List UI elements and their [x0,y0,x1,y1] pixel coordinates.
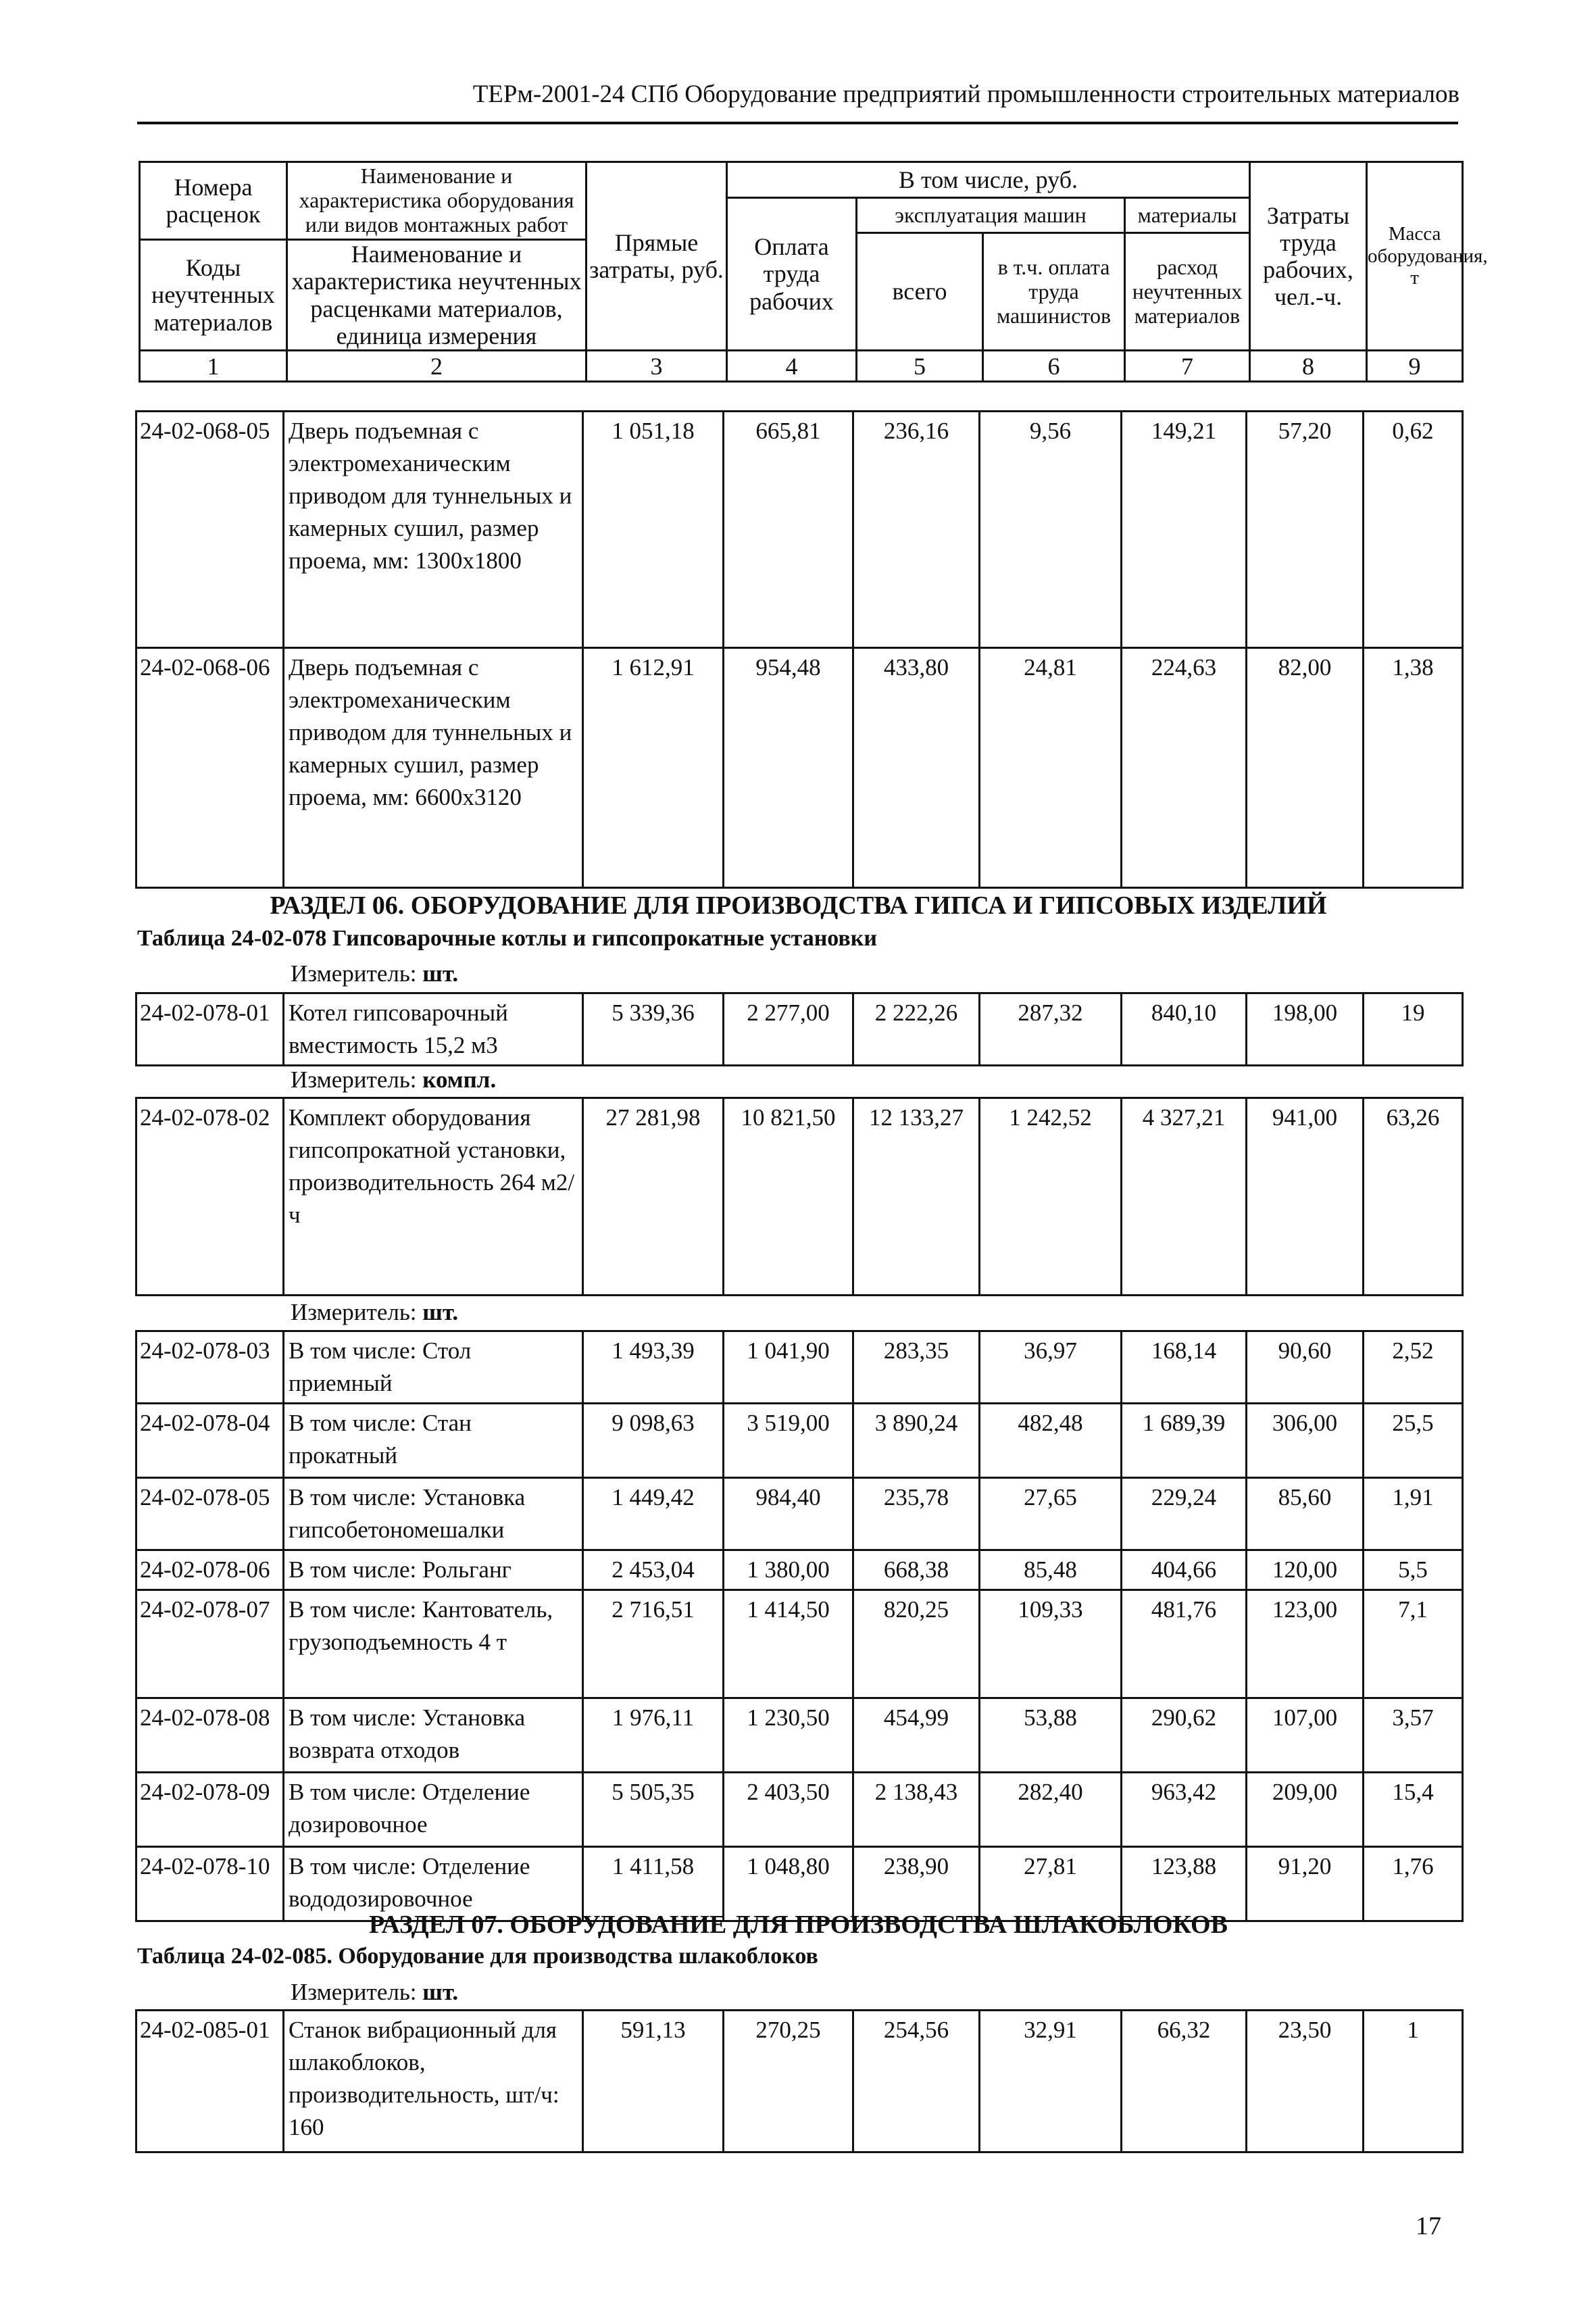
header-colnum: 8 [1250,351,1367,382]
table-row [136,1478,1463,1550]
equipment-mass: 25,5 [1364,1404,1463,1478]
section-07-title: РАЗДЕЛ 07. ОБОРУДОВАНИЕ ДЛЯ ПРОИЗВОДСТВА ШЛАКОБЛОКОВ [369,1911,1228,1939]
operator-wages: 282,40 [980,1773,1122,1847]
labor-hours: 120,00 [1247,1550,1364,1590]
section-06-title: РАЗДЕЛ 06. ОБОРУДОВАНИЕ ДЛЯ ПРОИЗВОДСТВА ГИПСА И ГИПСОВЫХ ИЗДЕЛИЙ [270,891,1327,920]
equipment-name: В том числе: Установка возврата отходов [284,1698,583,1773]
direct-costs: 1 976,11 [583,1698,724,1773]
header-colnum: 9 [1367,351,1463,382]
labor-hours: 209,00 [1247,1773,1364,1847]
equipment-name: В том числе: Отделение вододозировочное [284,1847,583,1921]
equipment-mass: 1,76 [1364,1847,1463,1921]
header-equipment-mass: Масса оборудования, т [1367,162,1463,351]
machine-operation: 3 890,24 [853,1404,980,1478]
rate-code: 24-02-078-08 [136,1698,284,1773]
worker-wages: 954,48 [724,648,853,888]
header-materials: материалы [1125,198,1250,233]
operator-wages: 53,88 [980,1698,1122,1773]
operator-wages: 24,81 [980,648,1122,888]
materials-cost: 229,24 [1122,1478,1247,1550]
equipment-mass: 19 [1364,993,1463,1066]
rate-code: 24-02-078-02 [136,1098,284,1296]
worker-wages: 1 230,50 [724,1698,853,1773]
measure-prefix: Измеритель: [291,960,417,987]
equipment-mass: 15,4 [1364,1773,1463,1847]
rates-table-boiler [135,992,1464,1066]
materials-cost: 123,88 [1122,1847,1247,1921]
labor-hours: 107,00 [1247,1698,1364,1773]
table-title-24-02-078: Таблица 24-02-078 Гипсоварочные котлы и гипсопрокатные установки [137,926,877,951]
table-row [136,1404,1463,1478]
header-rule [137,122,1458,124]
measure-prefix: Измеритель: [291,1979,417,2005]
direct-costs: 1 051,18 [583,412,724,648]
table-title-24-02-085: Таблица 24-02-085. Оборудование для производства шлакоблоков [137,1944,818,1969]
rates-table-plant [135,1097,1464,1296]
labor-hours: 23,50 [1247,2011,1364,2152]
rate-code: 24-02-068-05 [136,412,284,648]
header-rate-numbers: Номера расценок [140,162,287,240]
measure-prefix: Измеритель: [291,1299,417,1325]
materials-cost: 840,10 [1122,993,1247,1066]
labor-hours: 85,60 [1247,1478,1364,1550]
machine-operation: 238,90 [853,1847,980,1921]
operator-wages: 109,33 [980,1590,1122,1698]
rate-code: 24-02-078-06 [136,1550,284,1590]
machine-operation: 433,80 [853,648,980,888]
equipment-name: В том числе: Рольганг [284,1550,583,1590]
worker-wages: 1 380,00 [724,1550,853,1590]
worker-wages: 3 519,00 [724,1404,853,1478]
table-row [136,1098,1463,1296]
equipment-mass: 0,62 [1364,412,1463,648]
labor-hours: 198,00 [1247,993,1364,1066]
equipment-mass: 5,5 [1364,1550,1463,1590]
worker-wages: 984,40 [724,1478,853,1550]
labor-hours: 941,00 [1247,1098,1364,1296]
direct-costs: 9 098,63 [583,1404,724,1478]
worker-wages: 665,81 [724,412,853,648]
rate-code: 24-02-078-03 [136,1331,284,1404]
equipment-mass: 7,1 [1364,1590,1463,1698]
column-header-table [139,161,1488,383]
direct-costs: 2 716,51 [583,1590,724,1698]
operator-wages: 85,48 [980,1550,1122,1590]
header-labor-hours: Затраты труда рабочих, чел.-ч. [1250,162,1367,351]
worker-wages: 2 277,00 [724,993,853,1066]
table-row [136,412,1463,648]
header-including-rub: В том числе, руб. [727,162,1250,198]
materials-cost: 963,42 [1122,1773,1247,1847]
equipment-name: В том числе: Отделение дозировочное [284,1773,583,1847]
equipment-name: Комплект оборудования гипсопрокатной установки, производительность 264 м2/ч [284,1098,583,1296]
labor-hours: 306,00 [1247,1404,1364,1478]
worker-wages: 1 048,80 [724,1847,853,1921]
equipment-name: В том числе: Кантователь, грузоподъемность 4 т [284,1590,583,1698]
equipment-name: В том числе: Стол приемный [284,1331,583,1404]
materials-cost: 66,32 [1122,2011,1247,2152]
header-colnum: 2 [287,351,587,382]
direct-costs: 591,13 [583,2011,724,2152]
operator-wages: 36,97 [980,1331,1122,1404]
header-colnum: 4 [727,351,857,382]
header-direct-costs: Прямые затраты, руб. [587,162,727,351]
worker-wages: 1 041,90 [724,1331,853,1404]
materials-cost: 404,66 [1122,1550,1247,1590]
table-row [136,1550,1463,1590]
rate-code: 24-02-078-05 [136,1478,284,1550]
table-row [136,1331,1463,1404]
machine-operation: 12 133,27 [853,1098,980,1296]
labor-hours: 90,60 [1247,1331,1364,1404]
machine-operation: 254,56 [853,2011,980,2152]
equipment-name: В том числе: Установка гипсобетономешалки [284,1478,583,1550]
measure-unit-line [291,1299,458,1326]
measure-unit-line [291,1066,496,1093]
materials-cost: 149,21 [1122,412,1247,648]
equipment-mass: 63,26 [1364,1098,1463,1296]
machine-operation: 2 138,43 [853,1773,980,1847]
direct-costs: 27 281,98 [583,1098,724,1296]
materials-cost: 481,76 [1122,1590,1247,1698]
machine-operation: 2 222,26 [853,993,980,1066]
header-colnum: 6 [983,351,1125,382]
running-header: ТЕРм-2001-24 СПб Оборудование предприятий промышленности строительных материалов [472,80,1460,108]
rate-code: 24-02-085-01 [136,2011,284,2152]
table-row [136,2011,1463,2152]
equipment-name: Станок вибрационный для шлакоблоков, производительность, шт/ч: 160 [284,2011,583,2152]
equipment-name: Дверь подъемная с электромеханическим приводом для туннельных и камерных сушил, размер проема, мм: 6600х3120 [284,648,583,888]
worker-wages: 10 821,50 [724,1098,853,1296]
labor-hours: 123,00 [1247,1590,1364,1698]
header-worker-wages: Оплата труда рабочих [727,198,857,351]
operator-wages: 1 242,52 [980,1098,1122,1296]
materials-cost: 1 689,39 [1122,1404,1247,1478]
worker-wages: 1 414,50 [724,1590,853,1698]
header-material-name: Наименование и характеристика неучтенных расценками материалов, единица измерения [287,240,587,351]
machine-operation: 820,25 [853,1590,980,1698]
table-row [136,1590,1463,1698]
labor-hours: 57,20 [1247,412,1364,648]
rates-table-doors [135,410,1464,889]
measure-unit: шт. [422,1299,459,1325]
operator-wages: 482,48 [980,1404,1122,1478]
materials-cost: 168,14 [1122,1331,1247,1404]
header-machines-total: всего [857,233,983,351]
equipment-name: В том числе: Стан прокатный [284,1404,583,1478]
table-row [136,993,1463,1066]
rate-code: 24-02-078-10 [136,1847,284,1921]
direct-costs: 1 449,42 [583,1478,724,1550]
header-machine-operation: эксплуатация машин [857,198,1125,233]
measure-unit: компл. [422,1066,497,1093]
equipment-mass: 2,52 [1364,1331,1463,1404]
rate-code: 24-02-078-09 [136,1773,284,1847]
measure-unit-line [291,960,458,987]
operator-wages: 27,65 [980,1478,1122,1550]
worker-wages: 270,25 [724,2011,853,2152]
materials-cost: 290,62 [1122,1698,1247,1773]
direct-costs: 5 339,36 [583,993,724,1066]
labor-hours: 82,00 [1247,648,1364,888]
labor-hours: 91,20 [1247,1847,1364,1921]
machine-operation: 283,35 [853,1331,980,1404]
measure-unit: шт. [422,1979,459,2005]
header-operator-wages: в т.ч. оплата труда машинистов [983,233,1125,351]
equipment-mass: 3,57 [1364,1698,1463,1773]
header-colnum: 5 [857,351,983,382]
operator-wages: 32,91 [980,2011,1122,2152]
page-number: 17 [1416,2212,1441,2240]
table-row [136,1698,1463,1773]
direct-costs: 1 411,58 [583,1847,724,1921]
direct-costs: 1 493,39 [583,1331,724,1404]
machine-operation: 668,38 [853,1550,980,1590]
direct-costs: 5 505,35 [583,1773,724,1847]
direct-costs: 1 612,91 [583,648,724,888]
measure-prefix: Измеритель: [291,1066,417,1093]
operator-wages: 27,81 [980,1847,1122,1921]
operator-wages: 287,32 [980,993,1122,1066]
header-unaccounted-materials: расход неучтенных материалов [1125,233,1250,351]
table-row [136,1773,1463,1847]
rate-code: 24-02-078-04 [136,1404,284,1478]
header-colnum: 7 [1125,351,1250,382]
equipment-mass: 1 [1364,2011,1463,2152]
equipment-mass: 1,91 [1364,1478,1463,1550]
header-equipment-name: Наименование и характеристика оборудования или видов монтажных работ [287,162,587,240]
materials-cost: 224,63 [1122,648,1247,888]
rates-table-components [135,1330,1464,1922]
equipment-name: Котел гипсоварочный вместимость 15,2 м3 [284,993,583,1066]
table-row [136,648,1463,888]
measure-unit: шт. [422,960,459,987]
rates-table-cinder-block [135,2009,1464,2153]
operator-wages: 9,56 [980,412,1122,648]
rate-code: 24-02-068-06 [136,648,284,888]
machine-operation: 454,99 [853,1698,980,1773]
rate-code: 24-02-078-01 [136,993,284,1066]
rate-code: 24-02-078-07 [136,1590,284,1698]
equipment-name: Дверь подъемная с электромеханическим приводом для туннельных и камерных сушил, размер проема, мм: 1300х1800 [284,412,583,648]
header-colnum: 3 [587,351,727,382]
worker-wages: 2 403,50 [724,1773,853,1847]
direct-costs: 2 453,04 [583,1550,724,1590]
measure-unit-line [291,1979,458,2006]
machine-operation: 236,16 [853,412,980,648]
materials-cost: 4 327,21 [1122,1098,1247,1296]
header-colnum: 1 [140,351,287,382]
machine-operation: 235,78 [853,1478,980,1550]
header-material-codes: Коды неучтенных материалов [140,240,287,351]
equipment-mass: 1,38 [1364,648,1463,888]
